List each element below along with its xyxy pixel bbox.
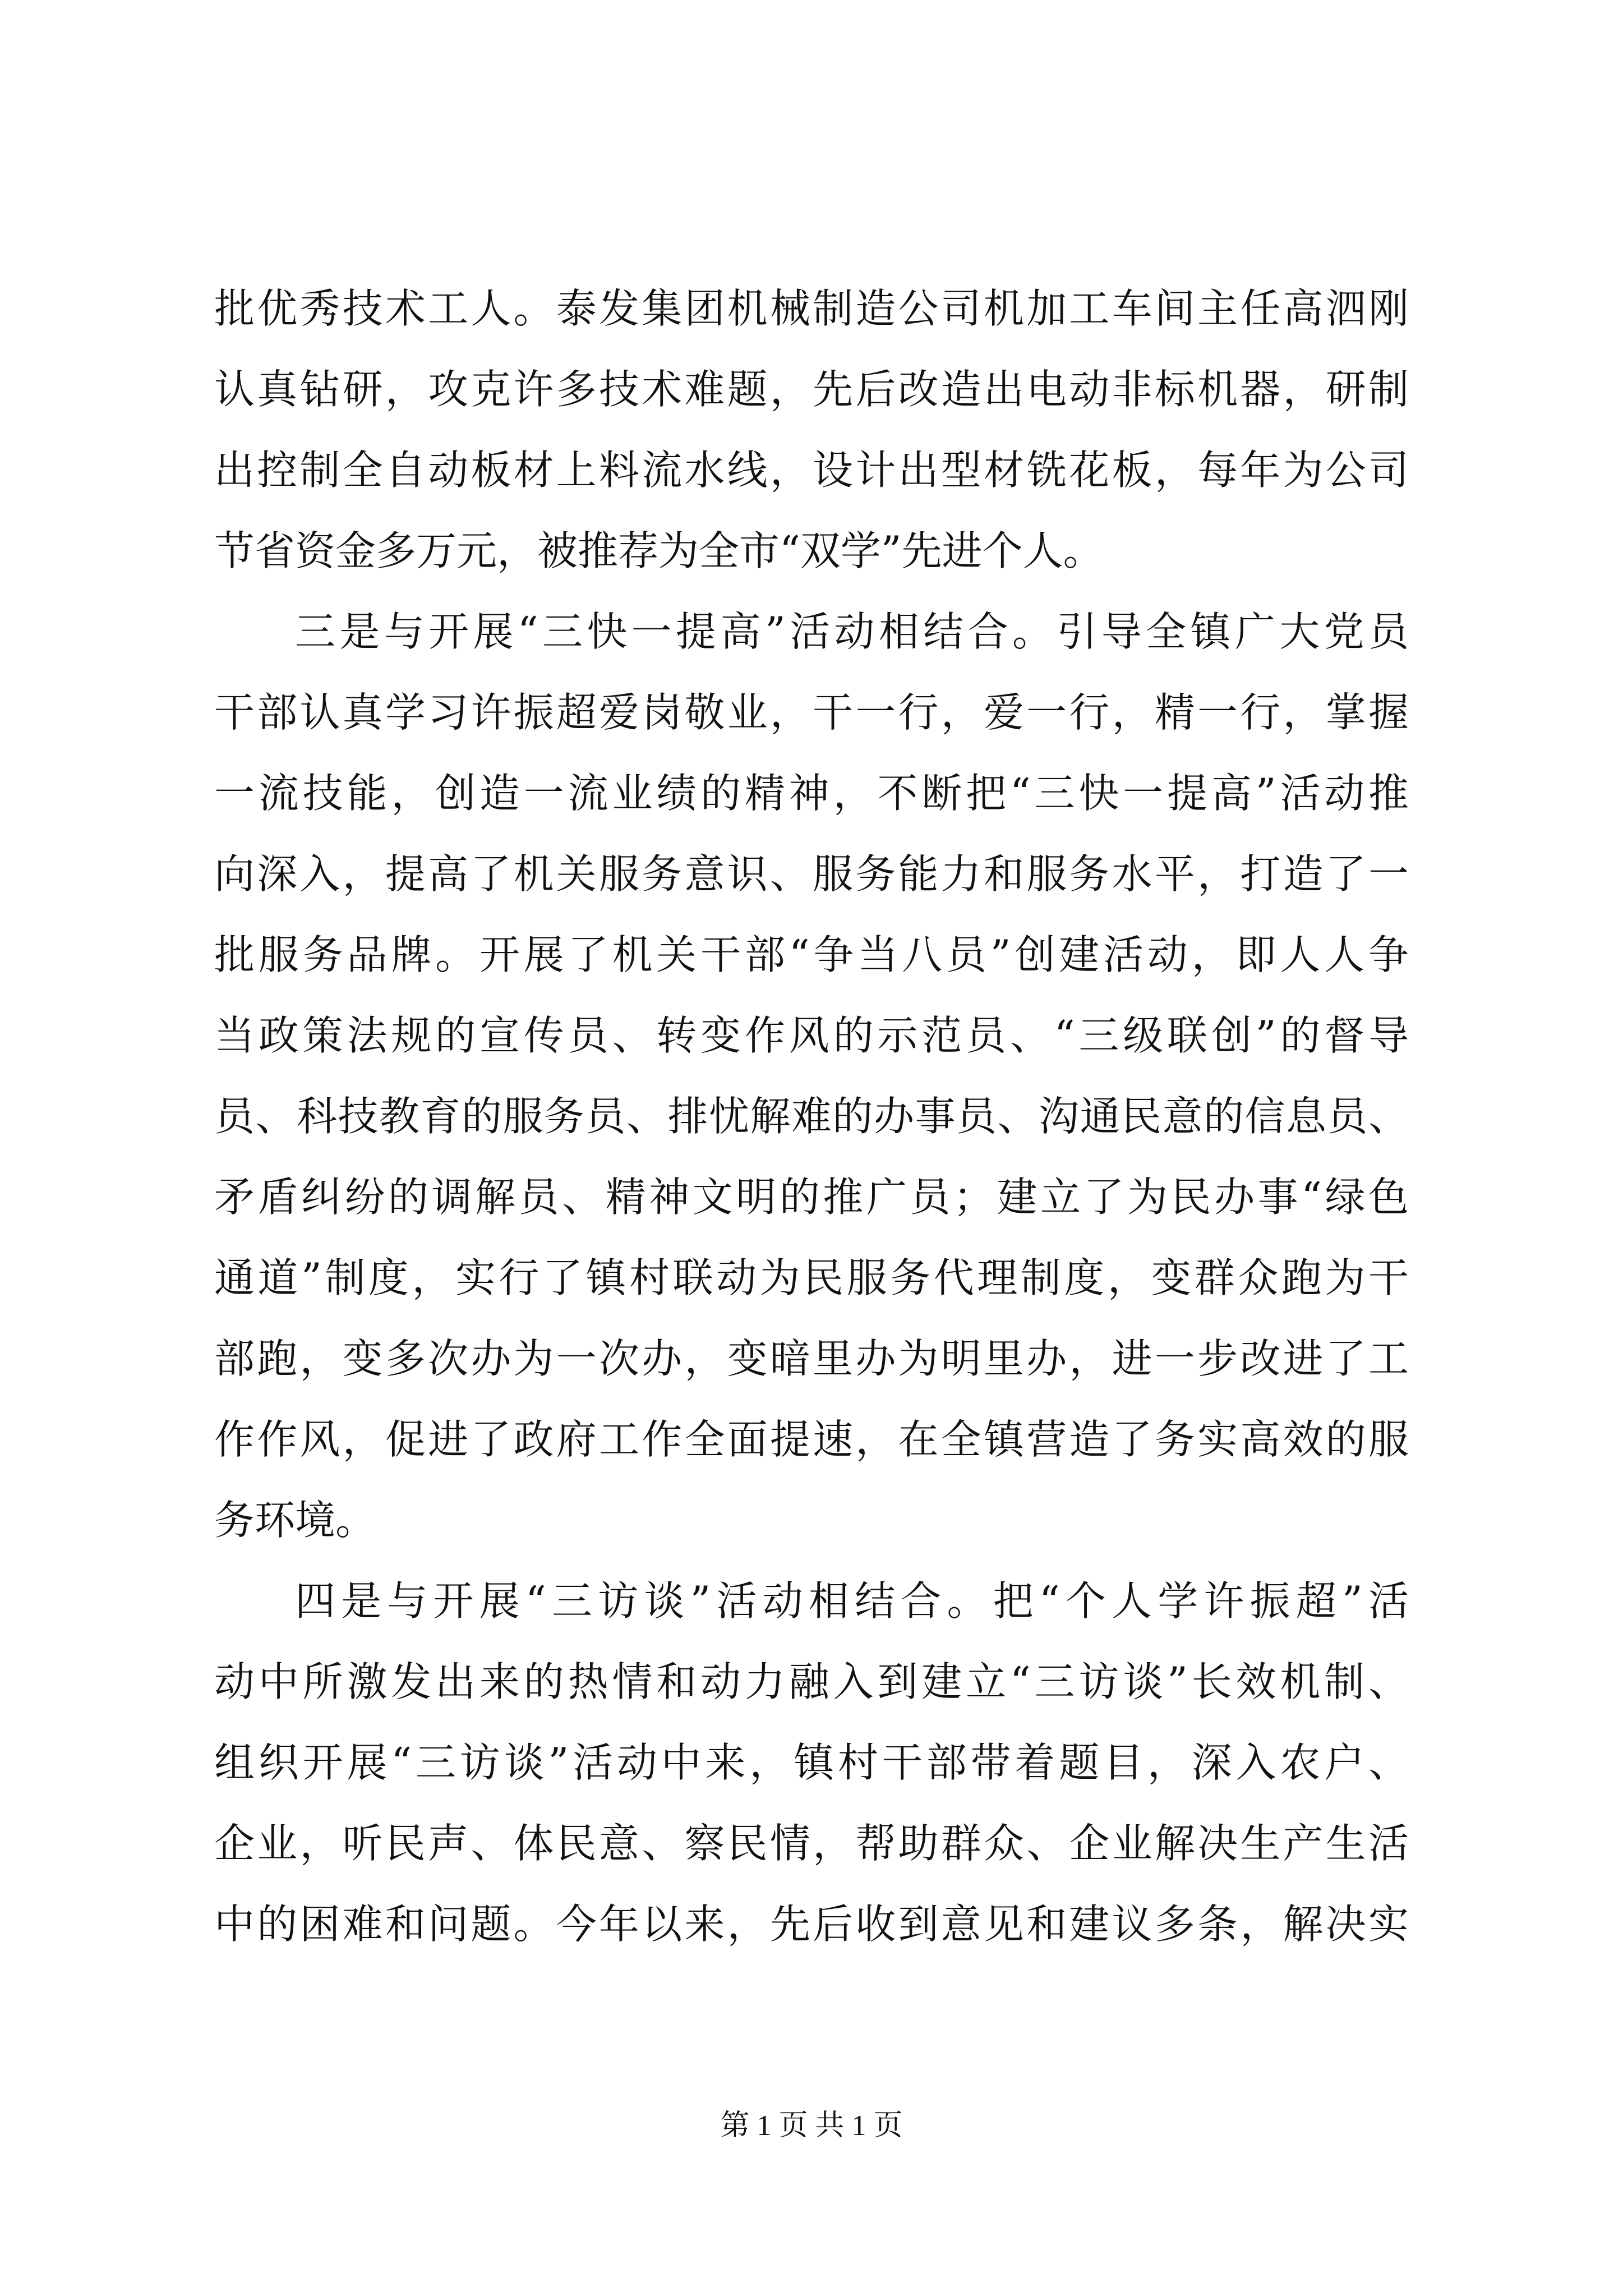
- text-line: 务环境。: [214, 1497, 376, 1544]
- paragraph-first-line: 三是与开展“三快一提高”活动相结合。引导全镇广大党员: [295, 608, 1409, 655]
- text-line: 节省资金多万元，被推荐为全市“双学”先进个人。: [214, 527, 1104, 574]
- text-line: 部跑，变多次办为一次办，变暗里办为明里办，进一步改进了工: [214, 1335, 1409, 1382]
- text-line: 中的困难和问题。今年以来，先后收到意见和建议多条，解决实: [214, 1901, 1409, 1948]
- document-body: [214, 268, 1409, 1964]
- text-line: 批服务品牌。开展了机关干部“争当八员”创建活动，即人人争: [214, 931, 1409, 978]
- page-number-footer: 第 1 页 共 1 页: [720, 2110, 903, 2142]
- text-line: 员、科技教育的服务员、排忧解难的办事员、沟通民意的信息员、: [214, 1093, 1409, 1140]
- text-line: 动中所激发出来的热情和动力融入到建立“三访谈”长效机制、: [214, 1658, 1409, 1705]
- text-line: 一流技能，创造一流业绩的精神，不断把“三快一提高”活动推: [214, 770, 1409, 817]
- text-line: 矛盾纠纷的调解员、精神文明的推广员；建立了为民办事“绿色: [214, 1174, 1409, 1221]
- text-line: 组织开展“三访谈”活动中来，镇村干部带着题目，深入农户、: [214, 1739, 1409, 1786]
- text-line: 干部认真学习许振超爱岗敬业，干一行，爱一行，精一行，掌握: [214, 689, 1409, 736]
- text-line: 向深入，提高了机关服务意识、服务能力和服务水平，打造了一: [214, 850, 1409, 898]
- text-line: 认真钻研，攻克许多技术难题，先后改造出电动非标机器，研制: [214, 366, 1409, 413]
- text-line: 批优秀技术工人。泰发集团机械制造公司机加工车间主任高泗刚: [214, 285, 1409, 332]
- text-line: 通道”制度，实行了镇村联动为民服务代理制度，变群众跑为干: [214, 1254, 1409, 1301]
- text-line: 作作风，促进了政府工作全面提速，在全镇营造了务实高效的服: [214, 1416, 1409, 1463]
- paragraph-first-line: 四是与开展“三访谈”活动相结合。把“个人学许振超”活: [295, 1577, 1409, 1625]
- text-line: 出控制全自动板材上料流水线，设计出型材铣花板，每年为公司: [214, 447, 1409, 494]
- text-line: 企业，听民声、体民意、察民情，帮助群众、企业解决生产生活: [214, 1820, 1409, 1867]
- text-line: 当政策法规的宣传员、转变作风的示范员、“三级联创”的督导: [214, 1012, 1409, 1059]
